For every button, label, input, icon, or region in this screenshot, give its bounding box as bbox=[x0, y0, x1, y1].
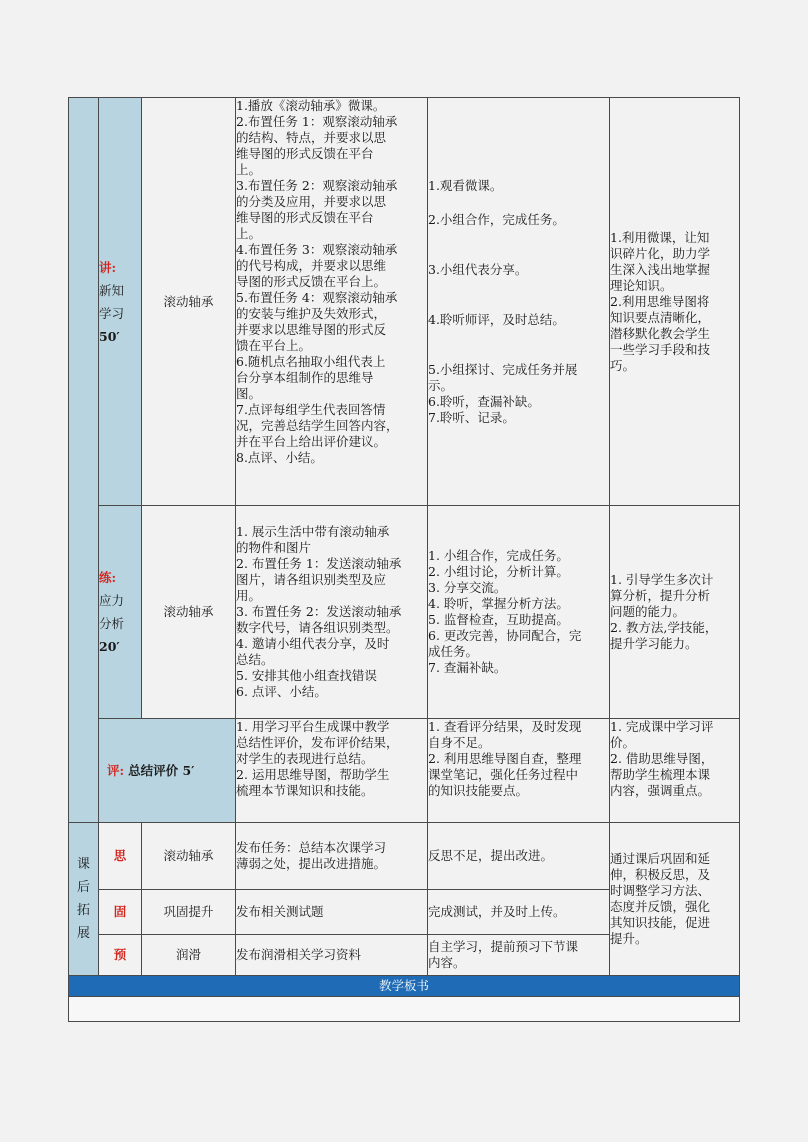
text-line: 的安装与维护及失效形式， bbox=[236, 306, 387, 321]
student-step: 3.小组代表分享。 bbox=[428, 261, 528, 277]
text-line: 内容，强调重点。 bbox=[610, 783, 711, 798]
student-activities-lian bbox=[428, 506, 610, 719]
text-line: 3. 布置任务 2：发送滚动轴承 bbox=[236, 604, 402, 619]
teacher-activities-lian bbox=[236, 506, 428, 719]
text-line: 3. 分享交流。 bbox=[428, 580, 507, 595]
text-line: 提升学习能力。 bbox=[610, 636, 698, 651]
text-line: 7. 查漏补缺。 bbox=[428, 660, 507, 675]
row-lian bbox=[69, 506, 740, 719]
text-line: 并要求以思维导图的形式反 bbox=[236, 322, 387, 337]
text-line: 1.利用微课，让知 bbox=[610, 229, 710, 245]
board-body bbox=[69, 997, 740, 1022]
text-line: 6. 点评、小结。 bbox=[236, 684, 327, 699]
teacher-activities-ping bbox=[236, 719, 428, 823]
stage-duration-jiang: 50′ bbox=[99, 328, 120, 344]
text-line: 2. 布置任务 1：发送滚动轴承 bbox=[236, 556, 402, 571]
text-line: 2. 教方法,学技能， bbox=[610, 620, 718, 635]
text-line: 4.布置任务 3：观察滚动轴承 bbox=[236, 242, 398, 257]
text-line: 学习 bbox=[99, 305, 125, 321]
text-line: 的知识技能要点。 bbox=[428, 783, 529, 798]
text-line: 的结构、特点，并要求以思 bbox=[236, 130, 387, 145]
text-line: 生深入浅出地掌握 bbox=[610, 261, 711, 277]
student-si bbox=[428, 823, 610, 890]
stage-jiang bbox=[99, 98, 142, 506]
text-line: 的物件和图片 bbox=[236, 540, 312, 555]
text-line: 发布任务：总结本次课学习 bbox=[236, 840, 387, 855]
student-step: 6.聆听，查漏补缺。 bbox=[428, 393, 540, 409]
text-line: 1.播放《滚动轴承》微课。 bbox=[236, 98, 386, 113]
text-line: 发布相关测试题 bbox=[236, 904, 324, 919]
board-title: 教学板书 bbox=[69, 976, 740, 997]
text-line: 薄弱之处，提出改进措施。 bbox=[236, 856, 387, 871]
text-line: 4. 邀请小组代表分享，及时 bbox=[236, 636, 390, 651]
lesson-plan-table bbox=[68, 97, 740, 1022]
student-step: 7.聆听、记录。 bbox=[428, 409, 515, 425]
text-line: 2. 借助思维导图， bbox=[610, 751, 714, 766]
text-line: 一些学习手段和技 bbox=[610, 341, 711, 357]
stage-label-ping: 总结评价 5′ bbox=[128, 762, 195, 778]
text-line: 价。 bbox=[610, 735, 636, 750]
text-line: 反思不足，提出改进。 bbox=[428, 848, 554, 863]
text-line: 潜移默化教会学生 bbox=[610, 325, 711, 341]
tag-yu: 预 bbox=[99, 935, 142, 976]
student-yu bbox=[428, 935, 610, 976]
text-line: 总结性评价，发布评价结果， bbox=[236, 735, 399, 750]
text-line: 态度并反馈，强化 bbox=[610, 899, 711, 914]
content-lian: 滚动轴承 bbox=[142, 506, 236, 719]
text-line: 导图的形式反馈在平台上。 bbox=[236, 274, 387, 289]
text-line: 完成测试，并及时上传。 bbox=[428, 904, 566, 919]
row-after-si bbox=[69, 823, 740, 890]
teacher-activities-jiang bbox=[236, 98, 428, 506]
text-line: 3.布置任务 2：观察滚动轴承 bbox=[236, 178, 398, 193]
text-line: 识碎片化，助力学 bbox=[610, 245, 711, 261]
teacher-si bbox=[236, 823, 428, 890]
stage-tag-jiang: 讲: bbox=[99, 259, 117, 275]
text-line: 1. 查看评分结果，及时发现 bbox=[428, 719, 582, 734]
text-line: 维导图的形式反馈在平台 bbox=[236, 146, 374, 161]
teacher-yu bbox=[236, 935, 428, 976]
text-line: 维导图的形式反馈在平台 bbox=[236, 210, 374, 225]
text-line: 发布润滑相关学习资料 bbox=[236, 947, 362, 962]
after-class-char: 后 bbox=[76, 880, 90, 895]
design-intent-ping bbox=[610, 719, 740, 823]
text-line: 的分类及应用，并要求以思 bbox=[236, 194, 387, 209]
text-line: 8.点评、小结。 bbox=[236, 450, 323, 465]
stage-tag-lian: 练: bbox=[99, 570, 117, 585]
student-step: 1.观看微课。 bbox=[428, 177, 503, 193]
content-si: 滚动轴承 bbox=[142, 823, 236, 890]
text-line: 2.利用思维导图将 bbox=[610, 293, 710, 309]
stage-ping bbox=[99, 719, 236, 823]
text-line: 4. 聆听，掌握分析方法。 bbox=[428, 596, 569, 611]
student-activities-ping bbox=[428, 719, 610, 823]
text-line: 通过课后巩固和延 bbox=[610, 851, 711, 866]
content-gu: 巩固提升 bbox=[142, 890, 236, 935]
text-line: 成任务。 bbox=[428, 644, 479, 659]
text-line: 1. 引导学生多次计 bbox=[610, 572, 714, 587]
text-line: 6.随机点名抽取小组代表上 bbox=[236, 354, 386, 369]
design-intent-lian bbox=[610, 506, 740, 719]
text-line: 台分享本组制作的思维导 bbox=[236, 370, 374, 385]
row-ping bbox=[69, 719, 740, 823]
text-line: 提升。 bbox=[610, 931, 648, 946]
after-class-char: 课 bbox=[76, 857, 90, 872]
text-line: 问题的能力。 bbox=[610, 604, 686, 619]
text-line: 2. 利用思维导图自查，整理 bbox=[428, 751, 582, 766]
text-line: 新知 bbox=[99, 282, 125, 298]
after-class-char: 拓 bbox=[76, 903, 90, 918]
tag-gu: 固 bbox=[99, 890, 142, 935]
text-line: 自身不足。 bbox=[428, 735, 491, 750]
text-line: 自主学习，提前预习下节课 bbox=[428, 939, 579, 954]
text-line: 对学生的表现进行总结。 bbox=[236, 751, 374, 766]
text-line: 知识要点清晰化， bbox=[610, 309, 711, 325]
tag-si: 思 bbox=[99, 823, 142, 890]
text-line: 算分析，提升分析 bbox=[610, 588, 711, 603]
text-line: 用。 bbox=[236, 588, 262, 603]
stage-duration-lian: 20′ bbox=[99, 639, 120, 654]
after-class-char: 展 bbox=[76, 926, 90, 941]
text-line: 巧。 bbox=[610, 357, 636, 373]
stage-lian bbox=[99, 506, 142, 719]
text-line: 帮助学生梳理本课 bbox=[610, 767, 711, 782]
stage-name-lian bbox=[99, 589, 141, 635]
text-line: 数字代号，请各组识别类型。 bbox=[236, 620, 399, 635]
text-line: 上。 bbox=[236, 226, 262, 241]
text-line: 梳理本节课知识和技能。 bbox=[236, 783, 374, 798]
text-line: 5.布置任务 4：观察滚动轴承 bbox=[236, 290, 398, 305]
text-line: 图。 bbox=[236, 386, 262, 401]
text-line: 况，完善总结学生回答内容， bbox=[236, 418, 399, 433]
text-line: 1. 用学习平台生成课中教学 bbox=[236, 719, 390, 734]
text-line: 并在平台上给出评价建议。 bbox=[236, 434, 387, 449]
text-line: 1. 完成课中学习评 bbox=[610, 719, 714, 734]
text-line: 理论知识。 bbox=[610, 277, 673, 293]
student-gu bbox=[428, 890, 610, 935]
student-step: 2.小组合作，完成任务。 bbox=[428, 211, 565, 227]
stage-tag-ping: 评: bbox=[107, 762, 125, 778]
text-line: 5. 安排其他小组查找错误 bbox=[236, 668, 377, 683]
design-intent-jiang bbox=[610, 98, 740, 506]
text-line: 课堂笔记，强化任务过程中 bbox=[428, 767, 579, 782]
stage-name-jiang bbox=[99, 279, 141, 325]
text-line: 分析 bbox=[99, 616, 125, 631]
text-line: 1. 展示生活中带有滚动轴承 bbox=[236, 524, 390, 539]
row-board-body bbox=[69, 997, 740, 1022]
text-line: 2. 运用思维导图，帮助学生 bbox=[236, 767, 390, 782]
text-line: 应力 bbox=[99, 593, 125, 608]
row-board-title bbox=[69, 976, 740, 997]
text-line: 其知识技能，促进 bbox=[610, 915, 711, 930]
text-line: 1. 小组合作，完成任务。 bbox=[428, 548, 569, 563]
text-line: 2.布置任务 1：观察滚动轴承 bbox=[236, 114, 398, 129]
student-step: 示。 bbox=[428, 377, 454, 393]
row-jiang bbox=[69, 98, 740, 506]
text-line: 2. 小组讨论，分析计算。 bbox=[428, 564, 569, 579]
text-line: 总结。 bbox=[236, 652, 274, 667]
student-step: 5.小组探讨、完成任务并展 bbox=[428, 361, 578, 377]
content-jiang: 滚动轴承 bbox=[142, 98, 236, 506]
content-yu: 润滑 bbox=[142, 935, 236, 976]
text-line: 上。 bbox=[236, 162, 262, 177]
after-class-label bbox=[69, 823, 99, 976]
teacher-gu bbox=[236, 890, 428, 935]
text-line: 的代号构成，并要求以思维 bbox=[236, 258, 387, 273]
text-line: 6. 更改完善，协同配合，完 bbox=[428, 628, 582, 643]
text-line: 7.点评每组学生代表回答情 bbox=[236, 402, 386, 417]
student-step: 4.聆听师评，及时总结。 bbox=[428, 311, 565, 327]
design-intent-after bbox=[610, 823, 740, 976]
text-line: 伸，积极反思，及 bbox=[610, 867, 711, 882]
text-line: 5. 监督检查，互助提高。 bbox=[428, 612, 569, 627]
student-activities-jiang bbox=[428, 98, 610, 506]
text-line: 图片，请各组识别类型及应 bbox=[236, 572, 387, 587]
text-line: 内容。 bbox=[428, 955, 466, 970]
text-line: 时调整学习方法、 bbox=[610, 883, 711, 898]
text-line: 馈在平台上。 bbox=[236, 338, 312, 353]
in-class-label-cell bbox=[69, 98, 99, 823]
